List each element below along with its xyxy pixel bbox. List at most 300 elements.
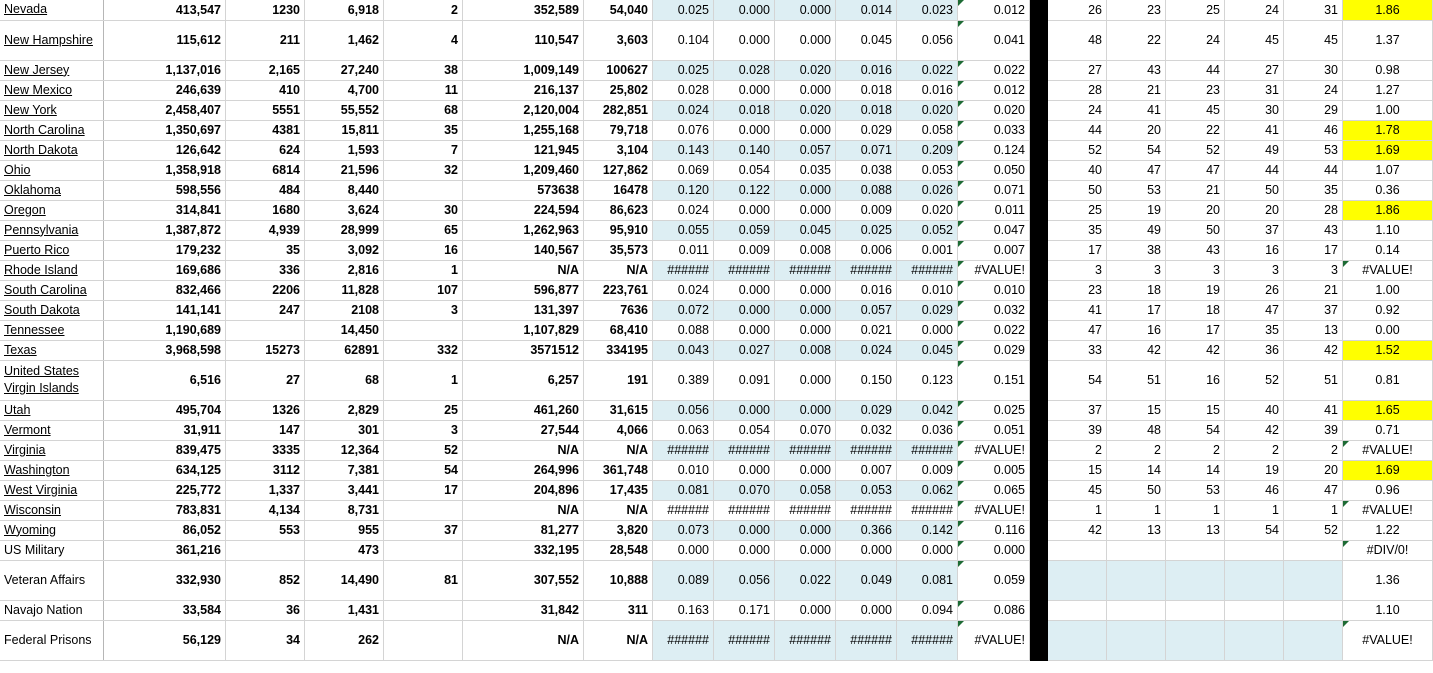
cell-ratio[interactable] bbox=[1343, 400, 1433, 420]
cell-e[interactable]: 65 bbox=[384, 220, 463, 240]
cell-decimal-3[interactable]: 0.020 bbox=[775, 60, 836, 80]
cell-decimal-4[interactable]: 0.045 bbox=[836, 20, 897, 60]
cell-g[interactable]: 100627 bbox=[584, 60, 653, 80]
cell-decimal-4[interactable]: 0.014 bbox=[836, 0, 897, 20]
cell-total[interactable] bbox=[958, 280, 1030, 300]
cell-rank-4[interactable]: 19 bbox=[1225, 460, 1284, 480]
cell-d[interactable]: 3,441 bbox=[305, 480, 384, 500]
cell-g[interactable]: 28,548 bbox=[584, 540, 653, 560]
cell-decimal-1[interactable]: 0.104 bbox=[653, 20, 714, 60]
cell-decimal-3[interactable]: 0.000 bbox=[775, 80, 836, 100]
cell-rank-3[interactable]: 3 bbox=[1166, 260, 1225, 280]
cell-f[interactable]: 6,257 bbox=[463, 360, 584, 400]
cell-decimal-1[interactable]: 0.089 bbox=[653, 560, 714, 600]
cell-b[interactable]: 361,216 bbox=[104, 540, 226, 560]
cell-rank-2[interactable]: 3 bbox=[1107, 260, 1166, 280]
cell-f[interactable]: 352,589 bbox=[463, 0, 584, 20]
cell-b[interactable]: 598,556 bbox=[104, 180, 226, 200]
jurisdiction-link[interactable] bbox=[0, 200, 104, 220]
cell-rank-5[interactable]: 45 bbox=[1284, 20, 1343, 60]
cell-d[interactable]: 301 bbox=[305, 420, 384, 440]
cell-b[interactable]: 314,841 bbox=[104, 200, 226, 220]
cell-g[interactable]: 223,761 bbox=[584, 280, 653, 300]
cell-ratio[interactable] bbox=[1343, 80, 1433, 100]
cell-decimal-1[interactable]: 0.043 bbox=[653, 340, 714, 360]
cell-rank-5[interactable]: 39 bbox=[1284, 420, 1343, 440]
cell-rank-1[interactable]: 48 bbox=[1048, 20, 1107, 60]
cell-rank-4[interactable] bbox=[1225, 560, 1284, 600]
cell-g[interactable]: 86,623 bbox=[584, 200, 653, 220]
cell-rank-1[interactable]: 40 bbox=[1048, 160, 1107, 180]
cell-decimal-5[interactable]: 0.009 bbox=[897, 460, 958, 480]
cell-decimal-5[interactable]: 0.010 bbox=[897, 280, 958, 300]
table-row[interactable] bbox=[0, 500, 1433, 520]
cell-e[interactable]: 107 bbox=[384, 280, 463, 300]
cell-b[interactable]: 126,642 bbox=[104, 140, 226, 160]
cell-decimal-2[interactable]: 0.054 bbox=[714, 160, 775, 180]
cell-c[interactable]: 36 bbox=[226, 600, 305, 620]
cell-rank-5[interactable]: 53 bbox=[1284, 140, 1343, 160]
cell-ratio[interactable] bbox=[1343, 440, 1433, 460]
cell-b[interactable]: 2,458,407 bbox=[104, 100, 226, 120]
cell-rank-3[interactable]: 21 bbox=[1166, 180, 1225, 200]
cell-rank-4[interactable]: 26 bbox=[1225, 280, 1284, 300]
cell-rank-4[interactable]: 42 bbox=[1225, 420, 1284, 440]
cell-g[interactable]: N/A bbox=[584, 260, 653, 280]
cell-rank-5[interactable] bbox=[1284, 560, 1343, 600]
cell-f[interactable]: 140,567 bbox=[463, 240, 584, 260]
cell-rank-1[interactable]: 52 bbox=[1048, 140, 1107, 160]
cell-rank-3[interactable]: 15 bbox=[1166, 400, 1225, 420]
cell-e[interactable]: 1 bbox=[384, 260, 463, 280]
cell-total[interactable] bbox=[958, 540, 1030, 560]
cell-e[interactable]: 35 bbox=[384, 120, 463, 140]
cell-d[interactable]: 21,596 bbox=[305, 160, 384, 180]
cell-rank-5[interactable]: 30 bbox=[1284, 60, 1343, 80]
cell-d[interactable]: 4,700 bbox=[305, 80, 384, 100]
cell-rank-5[interactable]: 42 bbox=[1284, 340, 1343, 360]
cell-f[interactable]: 332,195 bbox=[463, 540, 584, 560]
cell-e[interactable] bbox=[384, 600, 463, 620]
cell-g[interactable]: 361,748 bbox=[584, 460, 653, 480]
table-row[interactable] bbox=[0, 80, 1433, 100]
cell-rank-4[interactable]: 47 bbox=[1225, 300, 1284, 320]
cell-rank-3[interactable]: 19 bbox=[1166, 280, 1225, 300]
cell-rank-4[interactable]: 20 bbox=[1225, 200, 1284, 220]
cell-decimal-4[interactable]: 0.049 bbox=[836, 560, 897, 600]
cell-rank-5[interactable]: 21 bbox=[1284, 280, 1343, 300]
cell-decimal-2[interactable]: 0.027 bbox=[714, 340, 775, 360]
table-row[interactable] bbox=[0, 400, 1433, 420]
cell-e[interactable]: 52 bbox=[384, 440, 463, 460]
cell-rank-5[interactable] bbox=[1284, 620, 1343, 660]
cell-c[interactable]: 2206 bbox=[226, 280, 305, 300]
cell-c[interactable]: 4,939 bbox=[226, 220, 305, 240]
table-row[interactable] bbox=[0, 620, 1433, 660]
cell-total[interactable] bbox=[958, 620, 1030, 660]
cell-rank-4[interactable] bbox=[1225, 540, 1284, 560]
cell-rank-4[interactable]: 31 bbox=[1225, 80, 1284, 100]
cell-decimal-5[interactable]: 0.023 bbox=[897, 0, 958, 20]
cell-rank-4[interactable]: 45 bbox=[1225, 20, 1284, 60]
cell-rank-5[interactable]: 29 bbox=[1284, 100, 1343, 120]
cell-e[interactable]: 38 bbox=[384, 60, 463, 80]
cell-rank-2[interactable]: 15 bbox=[1107, 400, 1166, 420]
cell-d[interactable]: 8,731 bbox=[305, 500, 384, 520]
cell-rank-2[interactable]: 22 bbox=[1107, 20, 1166, 60]
cell-decimal-4[interactable]: ###### bbox=[836, 260, 897, 280]
cell-decimal-5[interactable]: 0.022 bbox=[897, 60, 958, 80]
cell-b[interactable]: 246,639 bbox=[104, 80, 226, 100]
cell-decimal-3[interactable]: 0.045 bbox=[775, 220, 836, 240]
jurisdiction-link[interactable] bbox=[0, 500, 104, 520]
table-row[interactable] bbox=[0, 180, 1433, 200]
jurisdiction-link[interactable] bbox=[0, 220, 104, 240]
cell-decimal-2[interactable]: 0.000 bbox=[714, 0, 775, 20]
cell-f[interactable]: N/A bbox=[463, 500, 584, 520]
cell-decimal-5[interactable]: 0.081 bbox=[897, 560, 958, 600]
cell-rank-3[interactable]: 24 bbox=[1166, 20, 1225, 60]
cell-decimal-4[interactable]: 0.024 bbox=[836, 340, 897, 360]
cell-b[interactable]: 6,516 bbox=[104, 360, 226, 400]
cell-e[interactable]: 32 bbox=[384, 160, 463, 180]
cell-rank-3[interactable]: 1 bbox=[1166, 500, 1225, 520]
table-row[interactable] bbox=[0, 320, 1433, 340]
cell-d[interactable]: 55,552 bbox=[305, 100, 384, 120]
cell-decimal-4[interactable]: 0.006 bbox=[836, 240, 897, 260]
cell-decimal-4[interactable]: 0.016 bbox=[836, 60, 897, 80]
cell-rank-5[interactable]: 13 bbox=[1284, 320, 1343, 340]
cell-rank-1[interactable]: 33 bbox=[1048, 340, 1107, 360]
jurisdiction-link[interactable] bbox=[0, 20, 104, 60]
cell-g[interactable]: 3,820 bbox=[584, 520, 653, 540]
cell-decimal-4[interactable]: 0.029 bbox=[836, 400, 897, 420]
cell-total[interactable] bbox=[958, 180, 1030, 200]
cell-decimal-3[interactable]: 0.000 bbox=[775, 280, 836, 300]
table-row[interactable] bbox=[0, 560, 1433, 600]
table-row[interactable] bbox=[0, 240, 1433, 260]
cell-decimal-3[interactable]: 0.000 bbox=[775, 180, 836, 200]
cell-decimal-5[interactable]: 0.056 bbox=[897, 20, 958, 60]
jurisdiction-link[interactable] bbox=[0, 280, 104, 300]
cell-decimal-4[interactable]: ###### bbox=[836, 440, 897, 460]
cell-ratio[interactable] bbox=[1343, 320, 1433, 340]
cell-f[interactable]: 27,544 bbox=[463, 420, 584, 440]
cell-d[interactable]: 2,829 bbox=[305, 400, 384, 420]
table-row[interactable] bbox=[0, 600, 1433, 620]
cell-total[interactable] bbox=[958, 220, 1030, 240]
cell-decimal-1[interactable]: 0.163 bbox=[653, 600, 714, 620]
jurisdiction-link[interactable] bbox=[0, 120, 104, 140]
jurisdiction-link[interactable] bbox=[0, 60, 104, 80]
cell-g[interactable]: 35,573 bbox=[584, 240, 653, 260]
cell-decimal-4[interactable]: 0.029 bbox=[836, 120, 897, 140]
jurisdiction-link[interactable] bbox=[0, 340, 104, 360]
cell-decimal-2[interactable]: 0.018 bbox=[714, 100, 775, 120]
cell-c[interactable] bbox=[226, 320, 305, 340]
cell-decimal-1[interactable]: ###### bbox=[653, 440, 714, 460]
cell-b[interactable]: 783,831 bbox=[104, 500, 226, 520]
cell-b[interactable]: 495,704 bbox=[104, 400, 226, 420]
cell-decimal-5[interactable]: 0.020 bbox=[897, 100, 958, 120]
cell-rank-1[interactable]: 15 bbox=[1048, 460, 1107, 480]
cell-g[interactable]: 79,718 bbox=[584, 120, 653, 140]
cell-f[interactable]: 81,277 bbox=[463, 520, 584, 540]
cell-d[interactable]: 12,364 bbox=[305, 440, 384, 460]
cell-decimal-3[interactable]: 0.000 bbox=[775, 200, 836, 220]
cell-decimal-5[interactable]: 0.020 bbox=[897, 200, 958, 220]
cell-g[interactable]: 311 bbox=[584, 600, 653, 620]
cell-rank-1[interactable]: 42 bbox=[1048, 520, 1107, 540]
cell-decimal-4[interactable]: 0.009 bbox=[836, 200, 897, 220]
cell-rank-2[interactable]: 48 bbox=[1107, 420, 1166, 440]
cell-ratio[interactable] bbox=[1343, 220, 1433, 240]
cell-rank-2[interactable] bbox=[1107, 560, 1166, 600]
cell-rank-1[interactable]: 25 bbox=[1048, 200, 1107, 220]
cell-rank-2[interactable] bbox=[1107, 540, 1166, 560]
cell-rank-5[interactable]: 35 bbox=[1284, 180, 1343, 200]
cell-decimal-5[interactable]: ###### bbox=[897, 620, 958, 660]
jurisdiction-link[interactable] bbox=[0, 360, 104, 400]
cell-d[interactable]: 3,624 bbox=[305, 200, 384, 220]
cell-decimal-1[interactable]: 0.073 bbox=[653, 520, 714, 540]
table-row[interactable] bbox=[0, 340, 1433, 360]
cell-decimal-1[interactable]: 0.025 bbox=[653, 0, 714, 20]
cell-decimal-5[interactable]: 0.042 bbox=[897, 400, 958, 420]
cell-c[interactable]: 247 bbox=[226, 300, 305, 320]
table-row[interactable] bbox=[0, 120, 1433, 140]
cell-decimal-5[interactable]: 0.026 bbox=[897, 180, 958, 200]
table-row[interactable] bbox=[0, 260, 1433, 280]
cell-d[interactable]: 15,811 bbox=[305, 120, 384, 140]
cell-d[interactable]: 2108 bbox=[305, 300, 384, 320]
cell-total[interactable] bbox=[958, 160, 1030, 180]
cell-f[interactable]: 1,209,460 bbox=[463, 160, 584, 180]
cell-rank-1[interactable]: 26 bbox=[1048, 0, 1107, 20]
cell-g[interactable]: 4,066 bbox=[584, 420, 653, 440]
cell-rank-2[interactable]: 41 bbox=[1107, 100, 1166, 120]
cell-g[interactable]: 68,410 bbox=[584, 320, 653, 340]
cell-rank-2[interactable]: 50 bbox=[1107, 480, 1166, 500]
cell-f[interactable]: 1,262,963 bbox=[463, 220, 584, 240]
cell-rank-2[interactable]: 43 bbox=[1107, 60, 1166, 80]
cell-e[interactable]: 2 bbox=[384, 0, 463, 20]
cell-rank-5[interactable]: 1 bbox=[1284, 500, 1343, 520]
cell-decimal-3[interactable]: ###### bbox=[775, 260, 836, 280]
cell-rank-3[interactable]: 17 bbox=[1166, 320, 1225, 340]
cell-decimal-5[interactable]: 0.016 bbox=[897, 80, 958, 100]
cell-rank-1[interactable] bbox=[1048, 560, 1107, 600]
cell-e[interactable] bbox=[384, 500, 463, 520]
cell-rank-1[interactable]: 37 bbox=[1048, 400, 1107, 420]
cell-rank-5[interactable] bbox=[1284, 600, 1343, 620]
cell-decimal-3[interactable]: 0.000 bbox=[775, 20, 836, 60]
cell-rank-5[interactable]: 3 bbox=[1284, 260, 1343, 280]
cell-rank-4[interactable]: 27 bbox=[1225, 60, 1284, 80]
cell-decimal-2[interactable]: 0.000 bbox=[714, 540, 775, 560]
cell-rank-1[interactable]: 24 bbox=[1048, 100, 1107, 120]
cell-decimal-2[interactable]: 0.171 bbox=[714, 600, 775, 620]
cell-e[interactable] bbox=[384, 540, 463, 560]
cell-e[interactable]: 17 bbox=[384, 480, 463, 500]
cell-e[interactable]: 3 bbox=[384, 300, 463, 320]
cell-rank-3[interactable]: 45 bbox=[1166, 100, 1225, 120]
cell-rank-3[interactable] bbox=[1166, 560, 1225, 600]
cell-total[interactable] bbox=[958, 420, 1030, 440]
cell-decimal-2[interactable]: 0.000 bbox=[714, 400, 775, 420]
cell-d[interactable]: 6,918 bbox=[305, 0, 384, 20]
cell-c[interactable]: 4,134 bbox=[226, 500, 305, 520]
cell-e[interactable]: 3 bbox=[384, 420, 463, 440]
cell-g[interactable]: 127,862 bbox=[584, 160, 653, 180]
cell-f[interactable]: 307,552 bbox=[463, 560, 584, 600]
cell-rank-4[interactable]: 3 bbox=[1225, 260, 1284, 280]
cell-total[interactable] bbox=[958, 120, 1030, 140]
cell-decimal-5[interactable]: 0.052 bbox=[897, 220, 958, 240]
cell-rank-3[interactable]: 14 bbox=[1166, 460, 1225, 480]
cell-decimal-1[interactable]: 0.069 bbox=[653, 160, 714, 180]
cell-g[interactable]: 25,802 bbox=[584, 80, 653, 100]
cell-total[interactable] bbox=[958, 320, 1030, 340]
cell-ratio[interactable] bbox=[1343, 160, 1433, 180]
cell-rank-4[interactable]: 37 bbox=[1225, 220, 1284, 240]
cell-total[interactable] bbox=[958, 560, 1030, 600]
cell-ratio[interactable] bbox=[1343, 20, 1433, 60]
cell-rank-2[interactable]: 21 bbox=[1107, 80, 1166, 100]
cell-total[interactable] bbox=[958, 60, 1030, 80]
cell-rank-2[interactable]: 13 bbox=[1107, 520, 1166, 540]
cell-c[interactable]: 6814 bbox=[226, 160, 305, 180]
cell-d[interactable]: 3,092 bbox=[305, 240, 384, 260]
cell-rank-2[interactable]: 47 bbox=[1107, 160, 1166, 180]
cell-rank-4[interactable] bbox=[1225, 600, 1284, 620]
table-row[interactable] bbox=[0, 420, 1433, 440]
cell-ratio[interactable] bbox=[1343, 600, 1433, 620]
cell-decimal-4[interactable]: 0.032 bbox=[836, 420, 897, 440]
cell-rank-2[interactable]: 18 bbox=[1107, 280, 1166, 300]
cell-g[interactable]: 31,615 bbox=[584, 400, 653, 420]
cell-c[interactable]: 4381 bbox=[226, 120, 305, 140]
cell-e[interactable]: 30 bbox=[384, 200, 463, 220]
cell-rank-1[interactable]: 1 bbox=[1048, 500, 1107, 520]
cell-decimal-3[interactable]: 0.000 bbox=[775, 320, 836, 340]
cell-g[interactable]: N/A bbox=[584, 500, 653, 520]
cell-g[interactable]: 17,435 bbox=[584, 480, 653, 500]
cell-decimal-2[interactable]: ###### bbox=[714, 440, 775, 460]
cell-ratio[interactable] bbox=[1343, 120, 1433, 140]
cell-ratio[interactable] bbox=[1343, 280, 1433, 300]
cell-d[interactable]: 68 bbox=[305, 360, 384, 400]
table-row[interactable] bbox=[0, 460, 1433, 480]
cell-c[interactable]: 1,337 bbox=[226, 480, 305, 500]
cell-g[interactable]: 282,851 bbox=[584, 100, 653, 120]
cell-rank-3[interactable]: 18 bbox=[1166, 300, 1225, 320]
cell-c[interactable]: 1230 bbox=[226, 0, 305, 20]
cell-decimal-3[interactable]: 0.000 bbox=[775, 120, 836, 140]
cell-b[interactable]: 1,387,872 bbox=[104, 220, 226, 240]
cell-f[interactable]: N/A bbox=[463, 620, 584, 660]
cell-rank-4[interactable]: 24 bbox=[1225, 0, 1284, 20]
cell-decimal-4[interactable]: 0.071 bbox=[836, 140, 897, 160]
cell-f[interactable]: 1,107,829 bbox=[463, 320, 584, 340]
cell-c[interactable]: 410 bbox=[226, 80, 305, 100]
cell-decimal-2[interactable]: 0.000 bbox=[714, 80, 775, 100]
cell-e[interactable]: 25 bbox=[384, 400, 463, 420]
cell-decimal-4[interactable]: 0.016 bbox=[836, 280, 897, 300]
cell-total[interactable] bbox=[958, 260, 1030, 280]
cell-decimal-4[interactable]: 0.000 bbox=[836, 540, 897, 560]
cell-g[interactable]: 16478 bbox=[584, 180, 653, 200]
cell-rank-2[interactable]: 14 bbox=[1107, 460, 1166, 480]
cell-b[interactable]: 1,190,689 bbox=[104, 320, 226, 340]
cell-rank-1[interactable]: 3 bbox=[1048, 260, 1107, 280]
jurisdiction-link[interactable] bbox=[0, 300, 104, 320]
cell-rank-2[interactable]: 51 bbox=[1107, 360, 1166, 400]
cell-decimal-3[interactable]: 0.000 bbox=[775, 600, 836, 620]
cell-e[interactable]: 16 bbox=[384, 240, 463, 260]
cell-rank-2[interactable]: 17 bbox=[1107, 300, 1166, 320]
cell-decimal-3[interactable]: ###### bbox=[775, 500, 836, 520]
jurisdiction-link[interactable] bbox=[0, 160, 104, 180]
cell-rank-2[interactable]: 42 bbox=[1107, 340, 1166, 360]
cell-rank-5[interactable]: 20 bbox=[1284, 460, 1343, 480]
cell-decimal-2[interactable]: ###### bbox=[714, 620, 775, 660]
cell-rank-2[interactable]: 1 bbox=[1107, 500, 1166, 520]
cell-d[interactable]: 7,381 bbox=[305, 460, 384, 480]
cell-f[interactable]: 3571512 bbox=[463, 340, 584, 360]
cell-ratio[interactable] bbox=[1343, 300, 1433, 320]
cell-total[interactable] bbox=[958, 480, 1030, 500]
cell-decimal-2[interactable]: 0.000 bbox=[714, 200, 775, 220]
cell-ratio[interactable] bbox=[1343, 240, 1433, 260]
cell-g[interactable]: 7636 bbox=[584, 300, 653, 320]
cell-rank-2[interactable]: 53 bbox=[1107, 180, 1166, 200]
cell-c[interactable]: 553 bbox=[226, 520, 305, 540]
cell-decimal-2[interactable]: 0.059 bbox=[714, 220, 775, 240]
cell-f[interactable]: 131,397 bbox=[463, 300, 584, 320]
cell-decimal-2[interactable]: 0.122 bbox=[714, 180, 775, 200]
cell-rank-3[interactable]: 2 bbox=[1166, 440, 1225, 460]
cell-ratio[interactable] bbox=[1343, 520, 1433, 540]
cell-c[interactable]: 1680 bbox=[226, 200, 305, 220]
cell-f[interactable]: 1,255,168 bbox=[463, 120, 584, 140]
cell-rank-4[interactable]: 2 bbox=[1225, 440, 1284, 460]
cell-decimal-4[interactable]: 0.018 bbox=[836, 100, 897, 120]
cell-decimal-3[interactable]: 0.008 bbox=[775, 340, 836, 360]
cell-e[interactable]: 4 bbox=[384, 20, 463, 60]
cell-rank-5[interactable]: 2 bbox=[1284, 440, 1343, 460]
cell-f[interactable]: 204,896 bbox=[463, 480, 584, 500]
cell-rank-1[interactable]: 47 bbox=[1048, 320, 1107, 340]
cell-rank-3[interactable]: 22 bbox=[1166, 120, 1225, 140]
cell-decimal-3[interactable]: 0.058 bbox=[775, 480, 836, 500]
cell-e[interactable]: 11 bbox=[384, 80, 463, 100]
cell-b[interactable]: 31,911 bbox=[104, 420, 226, 440]
cell-decimal-2[interactable]: 0.140 bbox=[714, 140, 775, 160]
cell-c[interactable]: 484 bbox=[226, 180, 305, 200]
cell-ratio[interactable] bbox=[1343, 60, 1433, 80]
cell-decimal-5[interactable]: 0.142 bbox=[897, 520, 958, 540]
cell-f[interactable]: 596,877 bbox=[463, 280, 584, 300]
jurisdiction-link[interactable] bbox=[0, 0, 104, 20]
cell-b[interactable]: 3,968,598 bbox=[104, 340, 226, 360]
cell-decimal-2[interactable]: 0.070 bbox=[714, 480, 775, 500]
cell-decimal-1[interactable]: 0.024 bbox=[653, 100, 714, 120]
cell-e[interactable]: 1 bbox=[384, 360, 463, 400]
cell-decimal-4[interactable]: 0.088 bbox=[836, 180, 897, 200]
cell-rank-5[interactable]: 17 bbox=[1284, 240, 1343, 260]
cell-ratio[interactable] bbox=[1343, 180, 1433, 200]
